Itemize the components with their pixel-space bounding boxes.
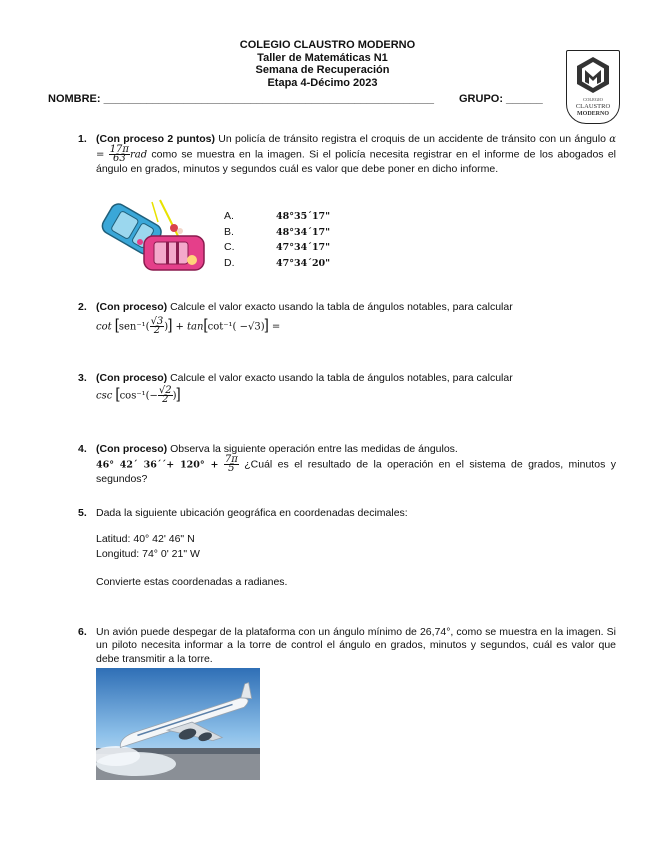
q1-statement — [96, 133, 616, 177]
q1-option-a[interactable]: A. 48°35´17" — [224, 210, 331, 222]
q5-longitude: Longitud: 74° 0' 21" W — [96, 548, 200, 560]
q5-number: 5. — [78, 507, 87, 519]
crash-sketch-image — [100, 198, 210, 276]
q3-fraction: $\frac{√2}{2}$ — [158, 385, 172, 405]
q1-rad: rad — [129, 149, 148, 161]
q3-statement — [96, 372, 616, 385]
logo-text-colegio: COLEGIO — [583, 97, 603, 102]
q5-statement: Dada la siguiente ubicación geográfica en coordenadas decimales: — [96, 507, 408, 519]
week-title: Semana de Recuperación — [255, 64, 390, 76]
q1-fraction: $\frac{17\pi}{63}$ — [109, 144, 129, 165]
document-header — [0, 39, 655, 89]
name-group-row — [48, 93, 558, 105]
q5-instruction: Convierte estas coordenadas a radianes. — [96, 576, 288, 588]
q4-number: 4. — [78, 443, 87, 455]
q3-bold: (Con proceso) — [96, 372, 168, 384]
q1-bold: (Con proceso 2 puntos) — [96, 133, 215, 145]
q5-latitude: Latitud: 40° 42' 46" N — [96, 533, 195, 545]
q2-number: 2. — [78, 301, 87, 313]
q1-text-b: como se muestra en la imagen. Si el policía necesita registrar en el informe de los abogados el ángulo en grados, minutos y segundos cuál es valor que debe poner en dicho informe. — [96, 148, 616, 176]
group-field[interactable]: GRUPO: ______ — [459, 93, 543, 105]
q1-text-a: Un policía de tránsito registra el croquis de un accidente de tránsito con un ángulo — [214, 133, 610, 145]
q1-alpha: α = — [96, 134, 616, 161]
q2-statement — [96, 301, 616, 314]
q4-expression: 46° 42´ 36´´+ 120° + — [96, 459, 219, 471]
q4-fraction: $\frac{7\pi}{5}$ — [224, 454, 238, 475]
q1-option-d[interactable]: D. 47°34´20" — [224, 256, 331, 269]
logo-text-moderno: MODERNO — [577, 111, 609, 117]
school-logo — [566, 50, 620, 124]
q1-number: 1. — [78, 133, 87, 145]
school-name: COLEGIO CLAUSTRO MODERNO — [239, 39, 416, 51]
q4-text-a: Observa la siguiente operación entre las medidas de ángulos. — [167, 443, 458, 455]
q4-statement — [96, 443, 616, 487]
q2-fraction: $\frac{√3}{2}$ — [150, 316, 164, 336]
q3-text: Calcule el valor exacto usando la tabla de ángulos notables, para calcular — [167, 372, 513, 384]
stage-title: Etapa 4-Décimo 2023 — [267, 76, 378, 89]
q1-option-c[interactable]: C. 47°34´17" — [224, 241, 331, 253]
name-field[interactable]: NOMBRE: ______________________________________________________ — [48, 93, 434, 105]
q1-option-b[interactable]: B. 48°34´17" — [224, 225, 331, 238]
q6-number: 6. — [78, 626, 87, 638]
q2-bold: (Con proceso) — [96, 301, 168, 313]
q3-expression: csc [cos⁻¹(− $\frac{√2}{2}$ )] — [96, 385, 181, 405]
q3-number: 3. — [78, 372, 87, 384]
logo-text-claustro: CLAUSTRO — [575, 103, 611, 110]
q1-options — [224, 209, 384, 271]
q2-expression: cot [sen⁻¹( $\frac{√3}{2}$ )] + tan[cot⁻¹( −√3)] = — [96, 316, 281, 336]
q6-statement: Un avión puede despegar de la plataforma con un ángulo mínimo de 26,74°, como se muestra en la imagen. Si un piloto necesita informar a la torre de control el ángulo en grados, minutos y segundos, cuál es valor que debe transmitir a la torre. — [96, 626, 616, 665]
q2-text: Calcule el valor exacto usando la tabla de ángulos notables, para calcular — [167, 301, 513, 313]
airplane-takeoff-image — [96, 668, 260, 780]
workshop-title: Taller de Matemáticas N1 — [257, 51, 388, 64]
q4-bold: (Con proceso) — [96, 443, 168, 455]
q4-text-b: ¿Cuál es el resultado de la operación en el sistema de grados, minutos y segundos? — [96, 458, 616, 486]
